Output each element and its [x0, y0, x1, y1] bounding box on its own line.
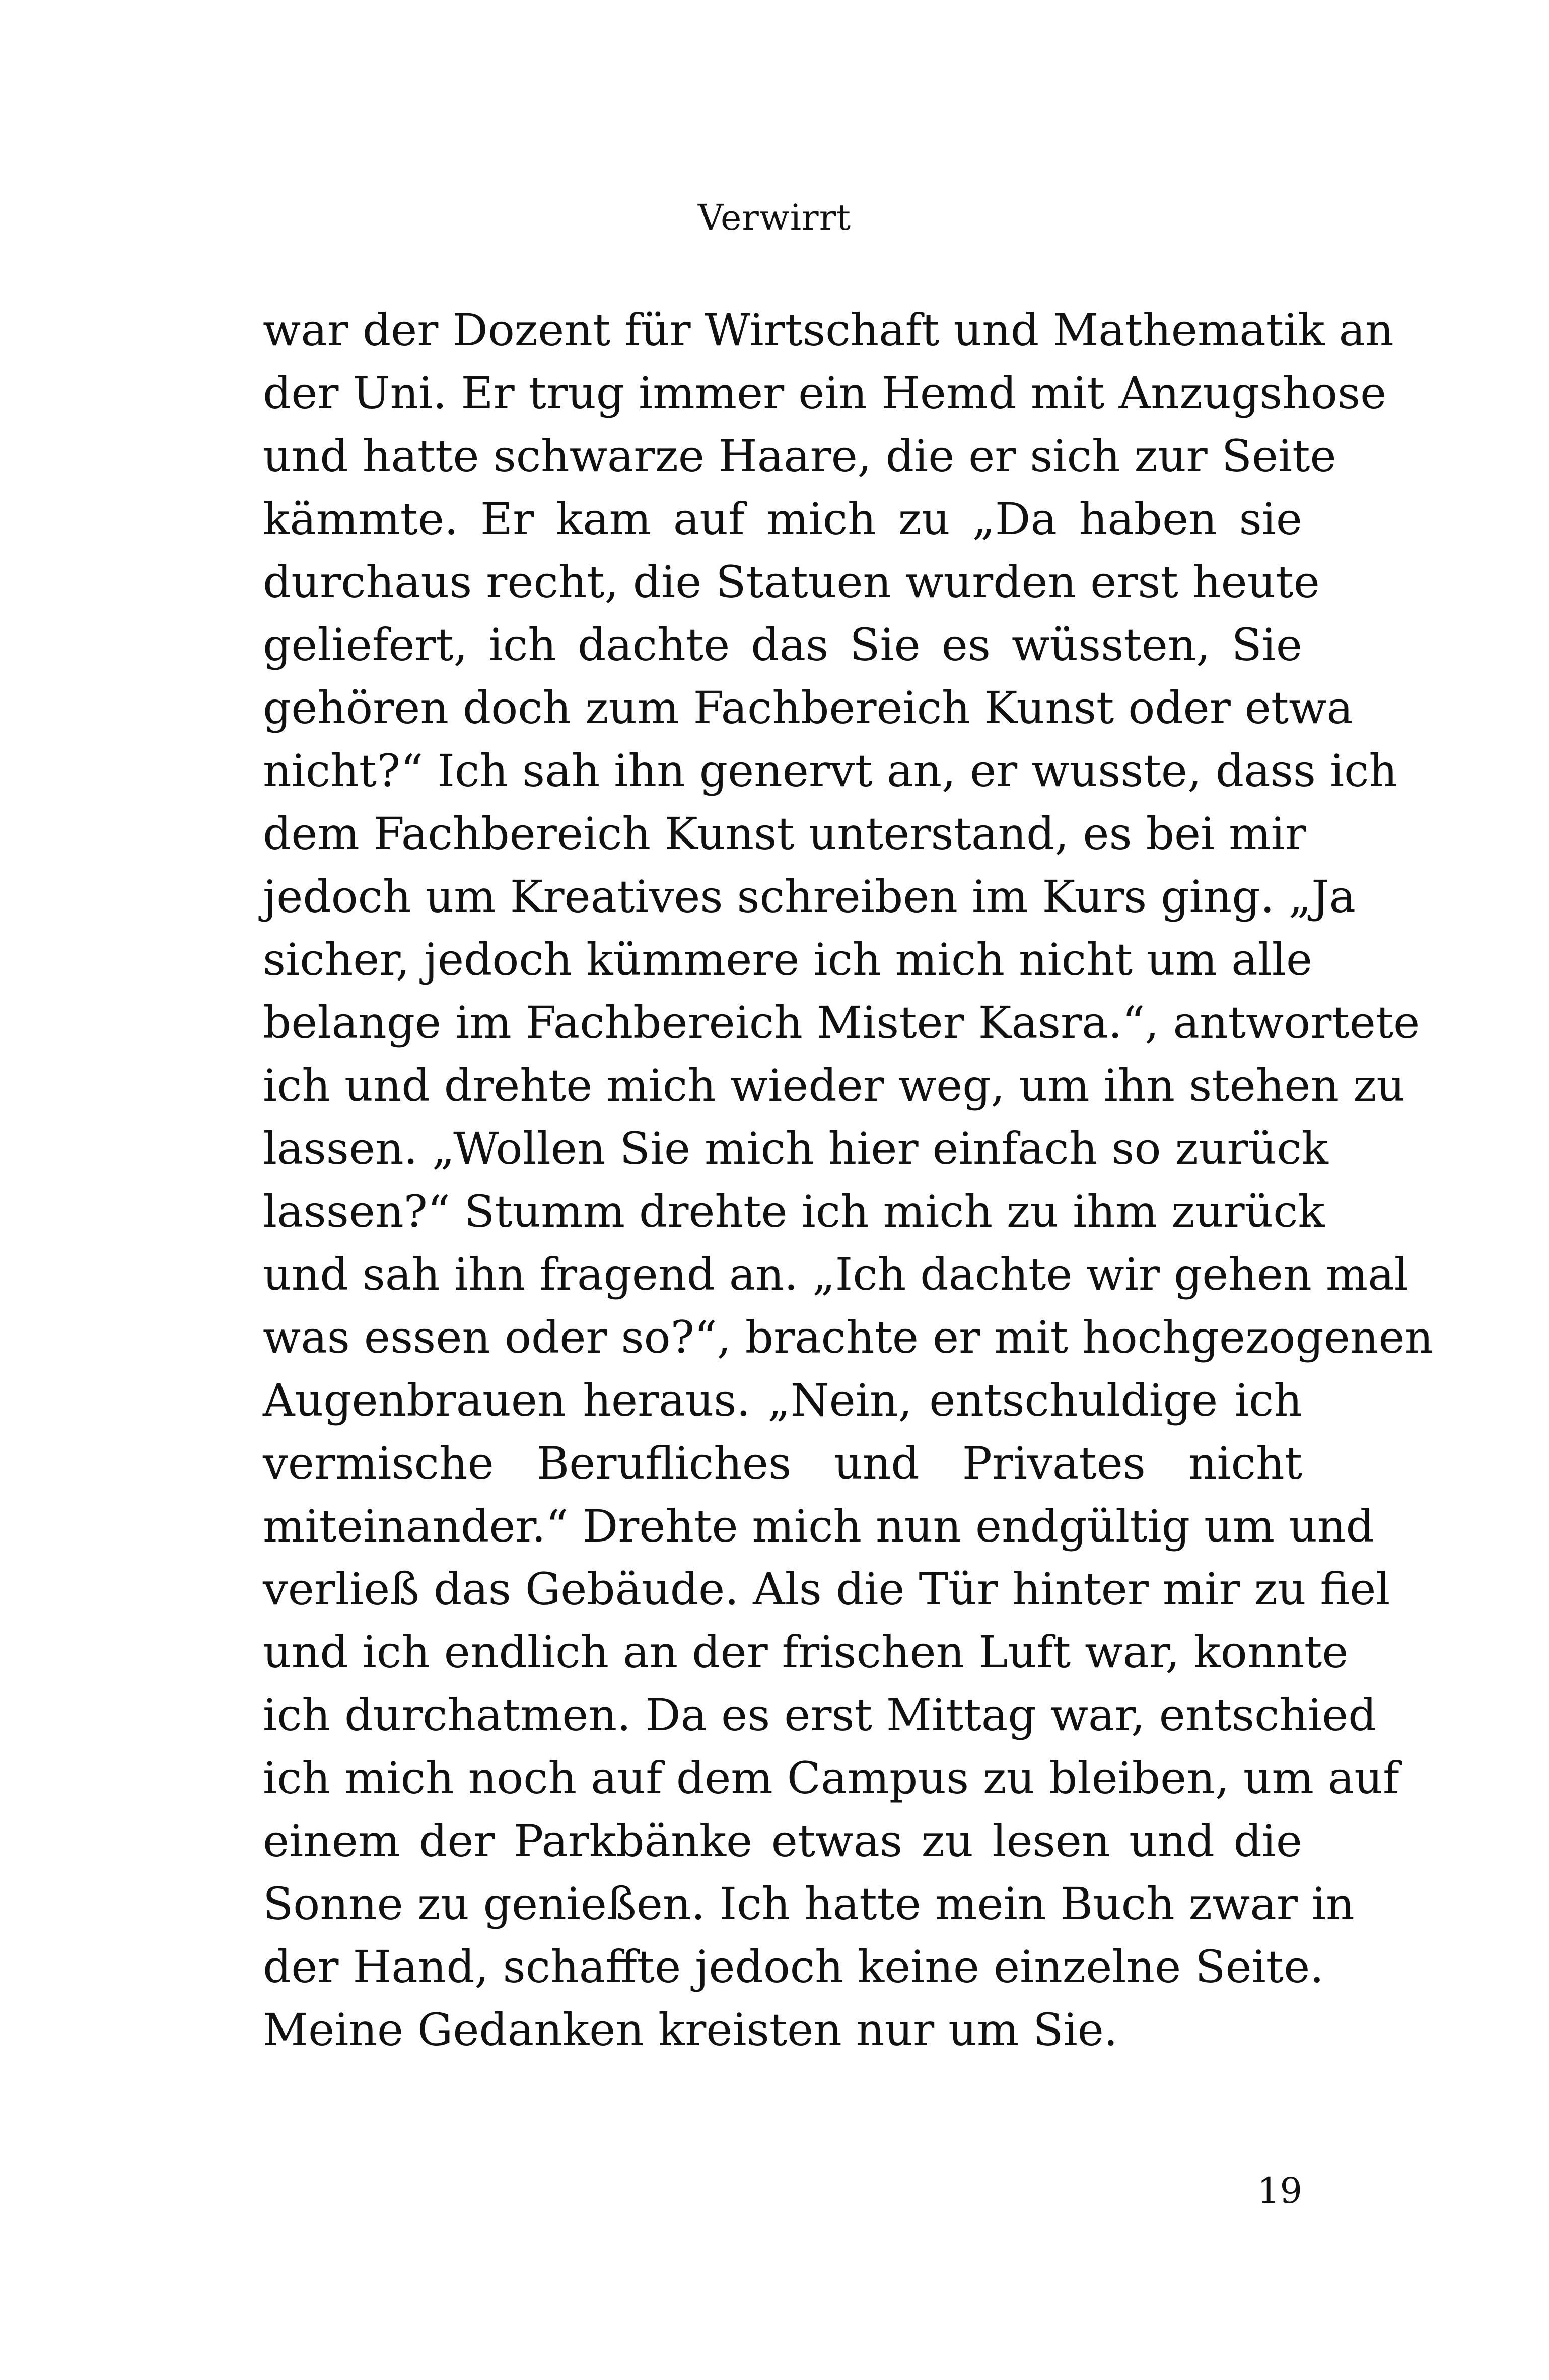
- text-line: und ich endlich an der frischen Luft war, konnte: [263, 1626, 1349, 1678]
- text-line: dem Fachbereich Kunst unterstand, es bei mir: [263, 808, 1306, 860]
- text-line: belange im Fachbereich Mister Kasra.“, antwortete: [263, 997, 1420, 1048]
- text-line: ich mich noch auf dem Campus zu bleiben, um auf: [263, 1752, 1399, 1804]
- body-text: [263, 299, 1434, 2061]
- text-line: Sonne zu genießen. Ich hatte mein Buch zwar in: [263, 1878, 1355, 1930]
- text-line: verließ das Gebäude. Als die Tür hinter mir zu fiel: [263, 1563, 1390, 1615]
- text-line: durchaus recht, die Statuen wurden erst heute: [263, 556, 1320, 608]
- text-line: vermische Berufliches und Privates nicht: [263, 1437, 1302, 1489]
- text-line: was essen oder so?“, brachte er mit hochgezogenen: [263, 1311, 1434, 1363]
- text-line: sicher, jedoch kümmere ich mich nicht um alle: [263, 934, 1313, 986]
- text-line: der Hand, schaffte jedoch keine einzelne Seite.: [263, 1941, 1324, 1993]
- text-line: und sah ihn fragend an. „Ich dachte wir gehen mal: [263, 1248, 1409, 1300]
- text-line: geliefert, ich dachte das Sie es wüssten, Sie: [263, 619, 1302, 671]
- text-line: ich und drehte mich wieder weg, um ihn stehen zu: [263, 1060, 1405, 1111]
- running-header: Verwirrt: [697, 197, 852, 238]
- text-line: Augenbrauen heraus. „Nein, entschuldige ich: [263, 1374, 1302, 1426]
- text-line: und hatte schwarze Haare, die er sich zur Seite: [263, 430, 1336, 482]
- text-line: kämmte. Er kam auf mich zu „Da haben sie: [263, 493, 1302, 545]
- text-line: nicht?“ Ich sah ihn genervt an, er wusste, dass ich: [263, 745, 1398, 797]
- text-line: miteinander.“ Drehte mich nun endgültig um und: [263, 1500, 1374, 1552]
- text-line: einem der Parkbänke etwas zu lesen und die: [263, 1815, 1302, 1867]
- page-number: 19: [1257, 2170, 1302, 2211]
- text-line: gehören doch zum Fachbereich Kunst oder etwa: [263, 682, 1354, 734]
- text-line: lassen. „Wollen Sie mich hier einfach so zurück: [263, 1123, 1328, 1174]
- text-line: lassen?“ Stumm drehte ich mich zu ihm zurück: [263, 1185, 1325, 1237]
- text-line: war der Dozent für Wirtschaft und Mathematik an: [263, 304, 1394, 356]
- text-line: Meine Gedanken kreisten nur um Sie.: [263, 2004, 1118, 2056]
- text-line: ich durchatmen. Da es erst Mittag war, entschied: [263, 1689, 1377, 1741]
- text-line: der Uni. Er trug immer ein Hemd mit Anzugshose: [263, 367, 1387, 419]
- text-line: jedoch um Kreatives schreiben im Kurs ging. „Ja: [263, 871, 1356, 923]
